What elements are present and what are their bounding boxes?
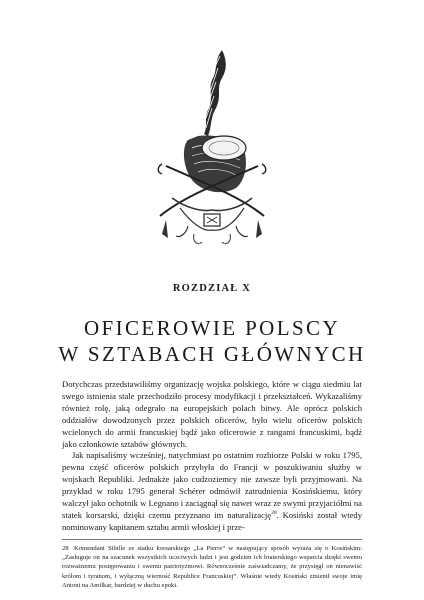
chapter-title	[0, 315, 424, 367]
paragraph-2-text: Jak napisaliśmy wcześniej, natychmiast po ostatnim rozbiorze Polski w roku 1795, pewna część oficerów polskich przybyła do Francji w poszukiwaniu służby w wojskach Republiki. Jednakże jako cudzoziemcy nie zawsze byli przyjmowani. Na przykład w roku 1795 generał Schérer odmówił zatrudnienia Kosińskiemu, który walczył jako ochotnik w Legnano i zaciągnął się nawet wraz ze swymi przyjaciółmi na statek korsarski, dzięki czemu przyznano im naturalizację	[62, 450, 362, 520]
chapter-title-line-1: OFICEROWIE POLSCY	[83, 316, 341, 340]
military-trophy-ornament-icon	[152, 48, 272, 248]
chapter-label: ROZDZIAŁ X	[172, 283, 252, 294]
footnote-divider	[62, 539, 362, 540]
footnote	[62, 544, 362, 590]
footnote-reference[interactable]: 28	[271, 510, 277, 517]
footnote-number: 28	[62, 545, 69, 552]
paragraph-2	[62, 450, 362, 533]
chapter-title-line-2: W SZTABACH GŁÓWNYCH	[58, 342, 366, 366]
paragraph-1: Dotychczas przedstawiliśmy organizację wojska polskiego, które w ciągu siedmiu lat swego istnienia stale przechodziło procesy modyfikacji i przekształceń. Wykazaliśmy również rolę, jaką odegrało na europejskich polach bitwy. Ale oprócz polskich oddziałów dowodzonych przez polskich oficerów, było wielu oficerów polskich wcielonych do armii francuskiej bądź jako oficerowie z rangami francuskimi, bądź jako członkowie sztabów głównych.	[62, 379, 362, 449]
paragraph-2-tail: . Kosiński został wtedy nominowany kapitanem sztabu armii włoskiej i prze-	[62, 509, 363, 532]
footnote-text: Komendant Sibille ze statku korsarskiego „La Pierre” w następujący sposób wyraża się o Kosińskim: „Zasługuje on na szacunek wszystkich uczciwych ludzi i jest godzien ich braterskiego wsparcia dzięki swemu rozważnemu postępowaniu i swemu patriotyzmowi. Równocześnie zaświadczamy, że przysięgł on nienawiść królom i tyranom, i wyłączną wierność Republice Francuskiej”. Właśnie wtedy Kosiński zmienił swoje imię Antoni na Amilkar, bardziej w duchu epoki.	[62, 545, 362, 589]
body-text	[62, 379, 362, 534]
